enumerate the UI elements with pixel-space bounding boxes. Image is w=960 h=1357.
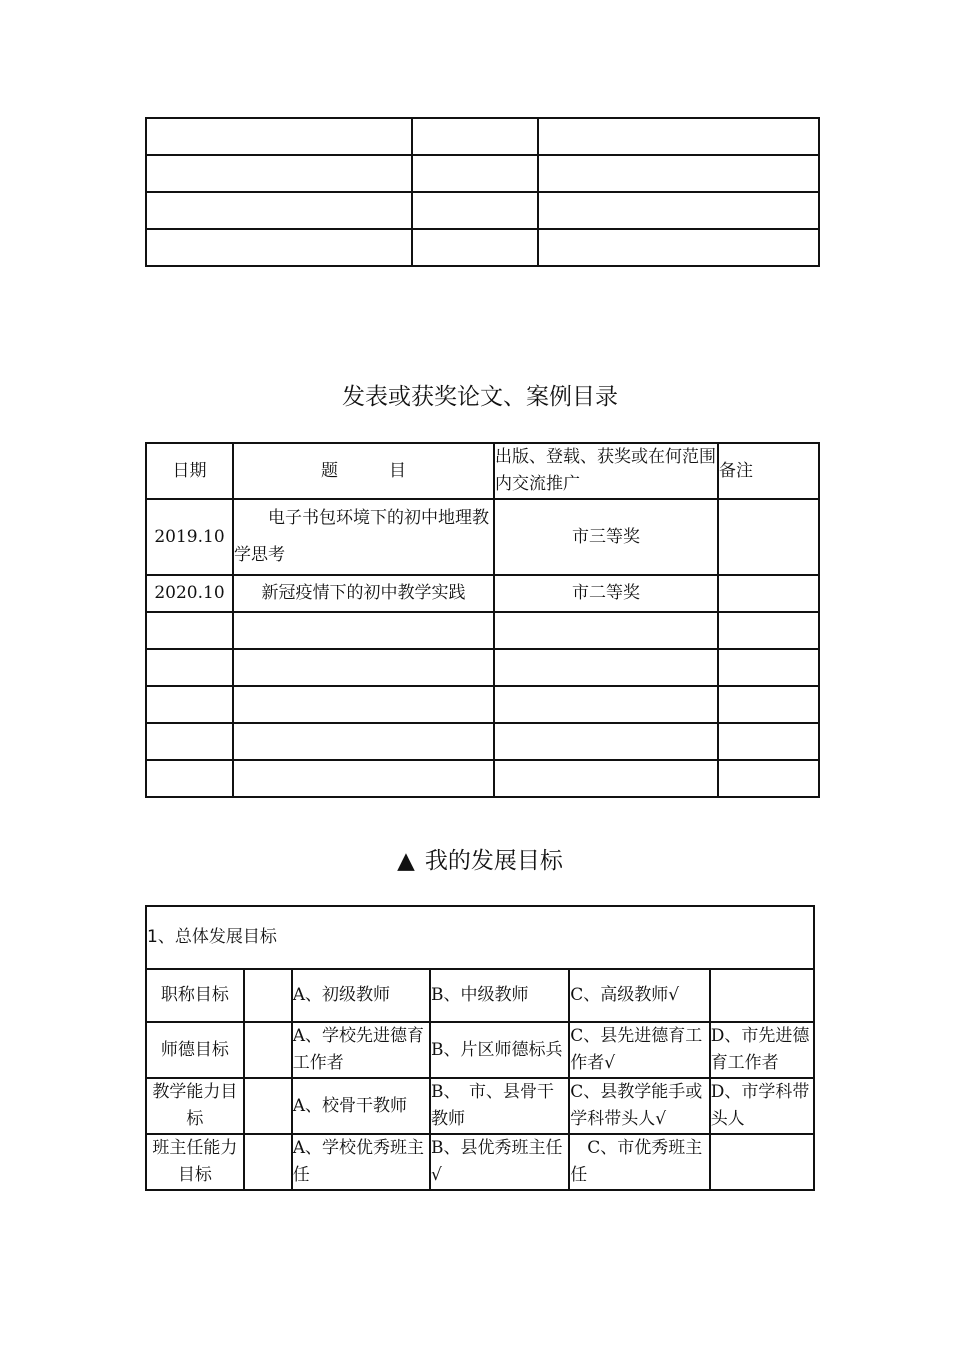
header-date: 日期 [146,443,233,499]
paper-date [146,760,233,797]
paper-date: 2019.10 [146,499,233,575]
table-cell [146,229,412,266]
goal-row [146,1134,814,1190]
paper-date [146,649,233,686]
goal-option-a: A、学校优秀班主任 [292,1134,430,1190]
table-row [146,192,819,229]
paper-title: 新冠疫情下的初中教学实践 [233,575,494,612]
paper-date [146,686,233,723]
goals-title [0,842,960,875]
goal-option-d: D、市先进德育工作者 [710,1022,814,1078]
goal-option-b: B、县优秀班主任√ [430,1134,569,1190]
goal-label: 班主任能力目标 [146,1134,244,1190]
paper-note [718,499,819,575]
table-row [146,649,819,686]
goal-option-d [710,969,814,1022]
goal-option-d [710,1134,814,1190]
paper-title [233,649,494,686]
table-row [146,686,819,723]
goals-title-text: 我的发展目标 [424,848,563,874]
table-cell [146,155,412,192]
goal-option-b: B、片区师德标兵 [430,1022,569,1078]
goal-option-c: C、县先进德育工作者√ [569,1022,709,1078]
goal-option-c: C、市优秀班主任 [569,1134,709,1190]
paper-title: 电子书包环境下的初中地理教学思考 [233,499,494,575]
paper-note [718,686,819,723]
paper-note [718,723,819,760]
goal-row [146,1022,814,1078]
goal-label: 职称目标 [146,969,244,1022]
header-note: 备注 [718,443,819,499]
paper-title [233,612,494,649]
goal-option-a: A、学校先进德育工作者 [292,1022,430,1078]
header-award: 出版、登载、获奖或在何范围内交流推广 [494,443,718,499]
table-cell [412,155,538,192]
paper-note [718,649,819,686]
table-cell [538,229,819,266]
table-row [146,155,819,192]
table-cell [538,118,819,155]
table-cell [146,118,412,155]
paper-award [494,760,718,797]
goal-option-c: C、县教学能手或学科带头人√ [569,1078,709,1134]
table-cell [412,229,538,266]
paper-award [494,686,718,723]
goal-row [146,969,814,1022]
goal-option-c: C、高级教师√ [569,969,709,1022]
papers-table [145,442,820,798]
section-heading: 1、总体发展目标 [146,906,814,969]
goal-blank [244,1078,292,1134]
table-row [146,612,819,649]
paper-date [146,612,233,649]
paper-award [494,612,718,649]
table-row [146,760,819,797]
table-row [146,499,819,575]
paper-award [494,649,718,686]
goal-blank [244,1022,292,1078]
table-row [146,118,819,155]
paper-title [233,686,494,723]
table-cell [538,155,819,192]
goal-blank [244,1134,292,1190]
goal-label: 师德目标 [146,1022,244,1078]
goal-option-d: D、市学科带头人 [710,1078,814,1134]
paper-award: 市二等奖 [494,575,718,612]
papers-title: 发表或获奖论文、案例目录 [342,384,618,410]
paper-note [718,612,819,649]
table-row [146,575,819,612]
table-row [146,723,819,760]
paper-note [718,760,819,797]
table-cell [412,192,538,229]
paper-date [146,723,233,760]
table-cell [538,192,819,229]
goals-table [145,905,815,1191]
goal-option-a: A、初级教师 [292,969,430,1022]
goal-option-b: B、 市、县骨干教师 [430,1078,569,1134]
section-row [146,906,814,969]
paper-title [233,723,494,760]
goal-label: 教学能力目标 [146,1078,244,1134]
paper-award: 市三等奖 [494,499,718,575]
header-title: 题 目 [233,443,494,499]
triangle-icon: ▲ [397,848,415,874]
paper-title [233,760,494,797]
paper-date: 2020.10 [146,575,233,612]
goal-blank [244,969,292,1022]
goal-option-a: A、校骨干教师 [292,1078,430,1134]
top-table [145,117,820,267]
paper-note [718,575,819,612]
goal-option-b: B、中级教师 [430,969,569,1022]
table-row [146,229,819,266]
table-cell [412,118,538,155]
table-cell [146,192,412,229]
table-header-row [146,443,819,499]
paper-award [494,723,718,760]
goal-row [146,1078,814,1134]
